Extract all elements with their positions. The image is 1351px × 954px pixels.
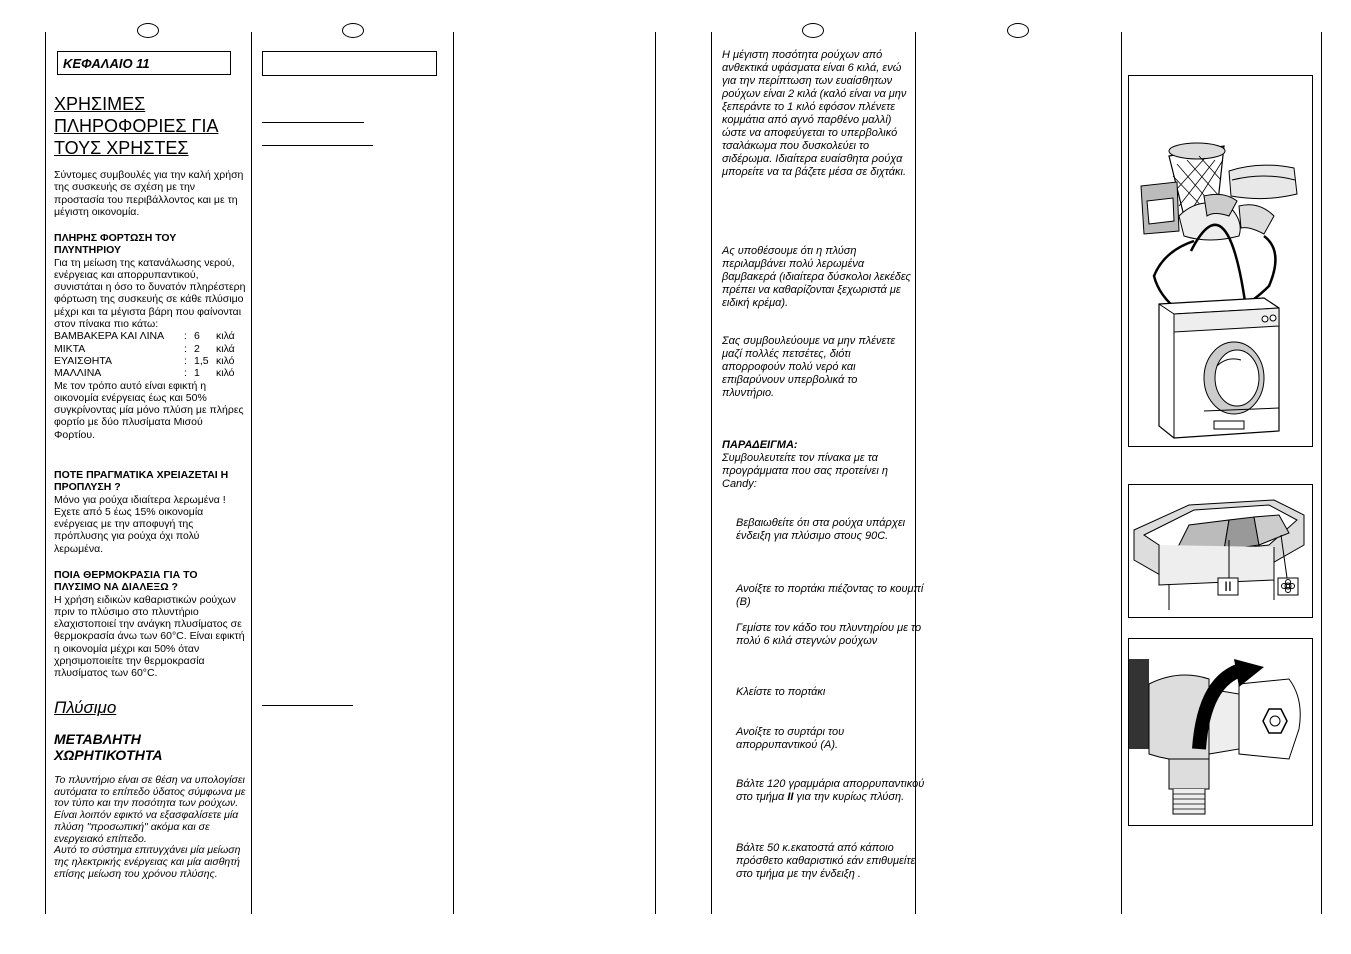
variable-capacity-section: [54, 731, 246, 880]
load-table: [54, 330, 246, 379]
full-load-text: Για τη μείωση της κατανάλωσης νερού, ενέργειας και απορρυπαντικού, συνιστάται η όσο το δυνατόν πληρέστερη φόρτωση της συσκευής σε κάθε πλύσιμο μέχρι και τα μέγιστα βάρη που φαίνονται στον πίνακα πιο κάτω:: [54, 256, 246, 331]
load-table-row: ΜΑΛΛΙΝΑ : 1 κιλό: [54, 367, 235, 380]
wash-title: Πλύσιμο: [54, 698, 117, 717]
compartment-ii-label: II: [1224, 578, 1232, 594]
blank-line: [262, 122, 364, 123]
temperature-text: Η χρήση ειδικών καθαριστικών ρούχων πριν το πλύσιμο στο πλυντήριο ελαχιστοποιεί την ανάγκη πλυσίματος σε θερμοκρασία άνω των 60°C. Είναι εφικτή η οικονομία μέχρι και 50% όταν χρησιμοποιείτε την θερμοκρασία πλυσίματος των 60°C.: [54, 593, 245, 680]
detergent-drawer-illustration: [1128, 484, 1313, 618]
chapter-label: ΚΕΦΑΛΑΙΟ 11: [57, 51, 231, 75]
table-cell: ΕΥΑΙΣΘΗΤΑ: [54, 354, 113, 367]
table-cell: κιλό: [216, 354, 235, 367]
step-text-part: για την κυρίως πλύση.: [793, 791, 905, 803]
language-oval: [1007, 23, 1029, 38]
blank-line: [262, 705, 353, 706]
variable-text: [54, 775, 246, 880]
example-heading: ΠΑΡΑΔΕΙΓΜΑ:: [722, 439, 798, 451]
full-load-section: [54, 232, 246, 441]
column-divider: [655, 32, 656, 914]
step-text-part: Βάλτε 120 γραμμάρια απορρυπαντικού στο τμήμα: [736, 778, 925, 803]
towels-text: Σας συμβουλεύουμε να μην πλένετε μαζί πολλές πετσέτες, διότι απορροφούν πολύ νερό και επιβαρύνουν υπερβολικά το πλυντήριο.: [722, 335, 896, 399]
example-text: Συμβουλευτείτε τον πίνακα με τα προγράμματα που σας προτείνει η Candy:: [722, 452, 888, 490]
washing-machine-illustration: [1128, 75, 1313, 447]
dirty-cotton-text: Ας υποθέσουμε ότι η πλύση περιλαμβάνει πολύ λερωμένα βαμβακερά (ιδιαίτερα δύσκολοι λεκέδες πρέπει να καθαρίζονται ξεχωριστά με ειδική κρέμα).: [722, 245, 911, 309]
language-oval: [342, 23, 364, 38]
full-load-after: Με τον τρόπο αυτό είναι εφικτή η οικονομία ενέργειας έως και 50% συγκρίνοντας μία μόνο πλύση με πλήρες φορτίο με δύο πλυσίματα Μισού Φορτίου.: [54, 379, 244, 441]
step-text: Γεμίστε τον κάδο του πλυντηρίου με το πολύ 6 κιλά στεγνών ρούχων: [736, 622, 922, 647]
title-line: ΠΛΗΡΟΦΟΡΙΕΣ ΓΙΑ: [54, 116, 219, 136]
temperature-heading: ΠΟΙΑ ΘΕΡΜΟΚΡΑΣΙΑ ΓΙΑ ΤΟ ΠΛΥΣΙΜΟ ΝΑ ΔΙΑΛΕΞΩ ?: [54, 569, 198, 594]
table-cell: 1,5: [194, 354, 209, 367]
variable-heading-line: ΧΩΡΗΤΙΚΟΤΗΤΑ: [54, 747, 163, 763]
column-divider: [251, 32, 252, 914]
step-text: Κλείστε το πορτάκι: [736, 686, 826, 698]
drawer-icon: [1129, 485, 1312, 617]
load-table-row: ΜΙΚΤΑ : 2 κιλά: [54, 342, 235, 355]
table-cell: ΜΙΚΤΑ: [54, 342, 86, 355]
table-cell: 6: [194, 330, 200, 343]
temperature-section: [54, 569, 246, 680]
title-line: ΧΡΗΣΙΜΕΣ: [54, 94, 146, 114]
title-line: ΤΟΥΣ ΧΡΗΣΤΕΣ: [54, 138, 189, 158]
prewash-text: Μόνο για ρούχα ιδιαίτερα λερωμένα ! Εχετε από 5 έως 15% οικονομία ενέργειας με την αποφυγή της πρόπλυσης για ρούχα όχι πολύ λερωμένα.: [54, 493, 226, 555]
water-tap-illustration: [1128, 638, 1313, 826]
table-cell: 2: [194, 342, 200, 355]
variable-line: Το πλυντήριο είναι σε θέση να υπολογίσει αυτόματα το επίπεδο ύδατος σύμφωνα με τον τύπο και την ποσότητα των ρούχων.: [54, 774, 246, 810]
variable-line: Είναι λοιπόν εφικτό να εξασφαλίσετε μία πλύση "προσωπική" ακόμα και σε ενεργειακό επίπεδο.: [54, 809, 239, 845]
step-text: Ανοίξτε το πορτάκι πιέζοντας το κουμπί (B): [736, 583, 924, 608]
table-cell: κιλό: [216, 367, 235, 380]
load-table-row: ΒΑΜΒΑΚΕΡΑ ΚΑΙ ΛΙΝΑ : 6 κιλά: [54, 330, 235, 343]
column-divider: [45, 32, 46, 914]
column-divider: [1321, 32, 1322, 914]
full-load-heading: ΠΛΗΡΗΣ ΦΟΡΤΩΣΗ ΤΟΥ ΠΛΥΝΤΗΡΙΟΥ: [54, 232, 177, 257]
compartment-label: II: [787, 791, 794, 803]
step-text: Ανοίξτε το συρτάρι του απορρυπαντικού (A).: [736, 726, 845, 751]
variable-heading-line: ΜΕΤΑΒΛΗΤΗ: [54, 731, 141, 747]
max-load-text: Η μέγιστη ποσότητα ρούχων από ανθεκτικά υφάσματα είναι 6 κιλά, ενώ για την περίπτωση των ευαίσθητων ρούχων είναι 2 κιλά (καλό είναι να μην ξεπεράντε το 1 κιλό εφόσον πλένετε κομμάτια από αγνό παρθένο μαλλί) ώστε να αποφεύγεται το υπερβολικό τσαλάκωμα που δυσκολεύει το σιδέρωμα. Ιδιαίτερα ευαίσθητα ρούχα μπορείτε να τα βάζετε μέσα σε διχτάκι.: [722, 49, 907, 178]
table-cell: ΒΑΜΒΑΚΕΡΑ ΚΑΙ ΛΙΝΑ: [54, 330, 165, 343]
column-divider: [453, 32, 454, 914]
language-oval: [802, 23, 824, 38]
step-text: Βάλτε 50 κ.εκατοστά από κάποιο πρόσθετο καθαριστικό εάν επιθυμείτε στο τμήμα με την ένδειξη .: [736, 842, 916, 880]
empty-chapter-box: [262, 51, 437, 76]
step-text: Βεβαιωθείτε ότι στα ρούχα υπάρχει ένδειξη για πλύσιμο στους 90C.: [736, 517, 906, 542]
table-cell: 1: [194, 367, 200, 380]
page-title: [54, 93, 249, 159]
prewash-heading: ΠΟΤΕ ΠΡΑΓΜΑΤΙΚΑ ΧΡΕΙΑΖΕΤΑΙ Η ΠΡΟΠΛΥΣΗ ?: [54, 469, 229, 494]
variable-line: Αυτό το σύστημα επιτυγχάνει μία μείωση της ηλεκτρικής ενέργειας και μία αισθητή επίσης μείωση του χρόνου πλύσης.: [54, 844, 241, 880]
column-divider: [711, 32, 712, 914]
laundry-machine-icon: [1129, 76, 1312, 446]
step-text: [722, 778, 926, 804]
language-oval: [137, 23, 159, 38]
table-cell: κιλά: [216, 330, 235, 343]
prewash-section: [54, 469, 246, 555]
load-table-row: ΕΥΑΙΣΘΗΤΑ : 1,5 κιλό: [54, 354, 235, 367]
intro-text: Σύντομες συμβουλές για την καλή χρήση της συσκευής σε σχέση με την προστασία του περιβάλλοντος και με τη μέγιστη οικονομία.: [54, 169, 244, 218]
example-section: [722, 439, 912, 491]
column-divider: [1121, 32, 1122, 914]
table-cell: ΜΑΛΛΙΝΑ: [54, 367, 102, 380]
blank-line: [262, 145, 373, 146]
tap-icon: [1129, 639, 1312, 825]
table-cell: κιλά: [216, 342, 235, 355]
variable-heading: [54, 731, 246, 763]
